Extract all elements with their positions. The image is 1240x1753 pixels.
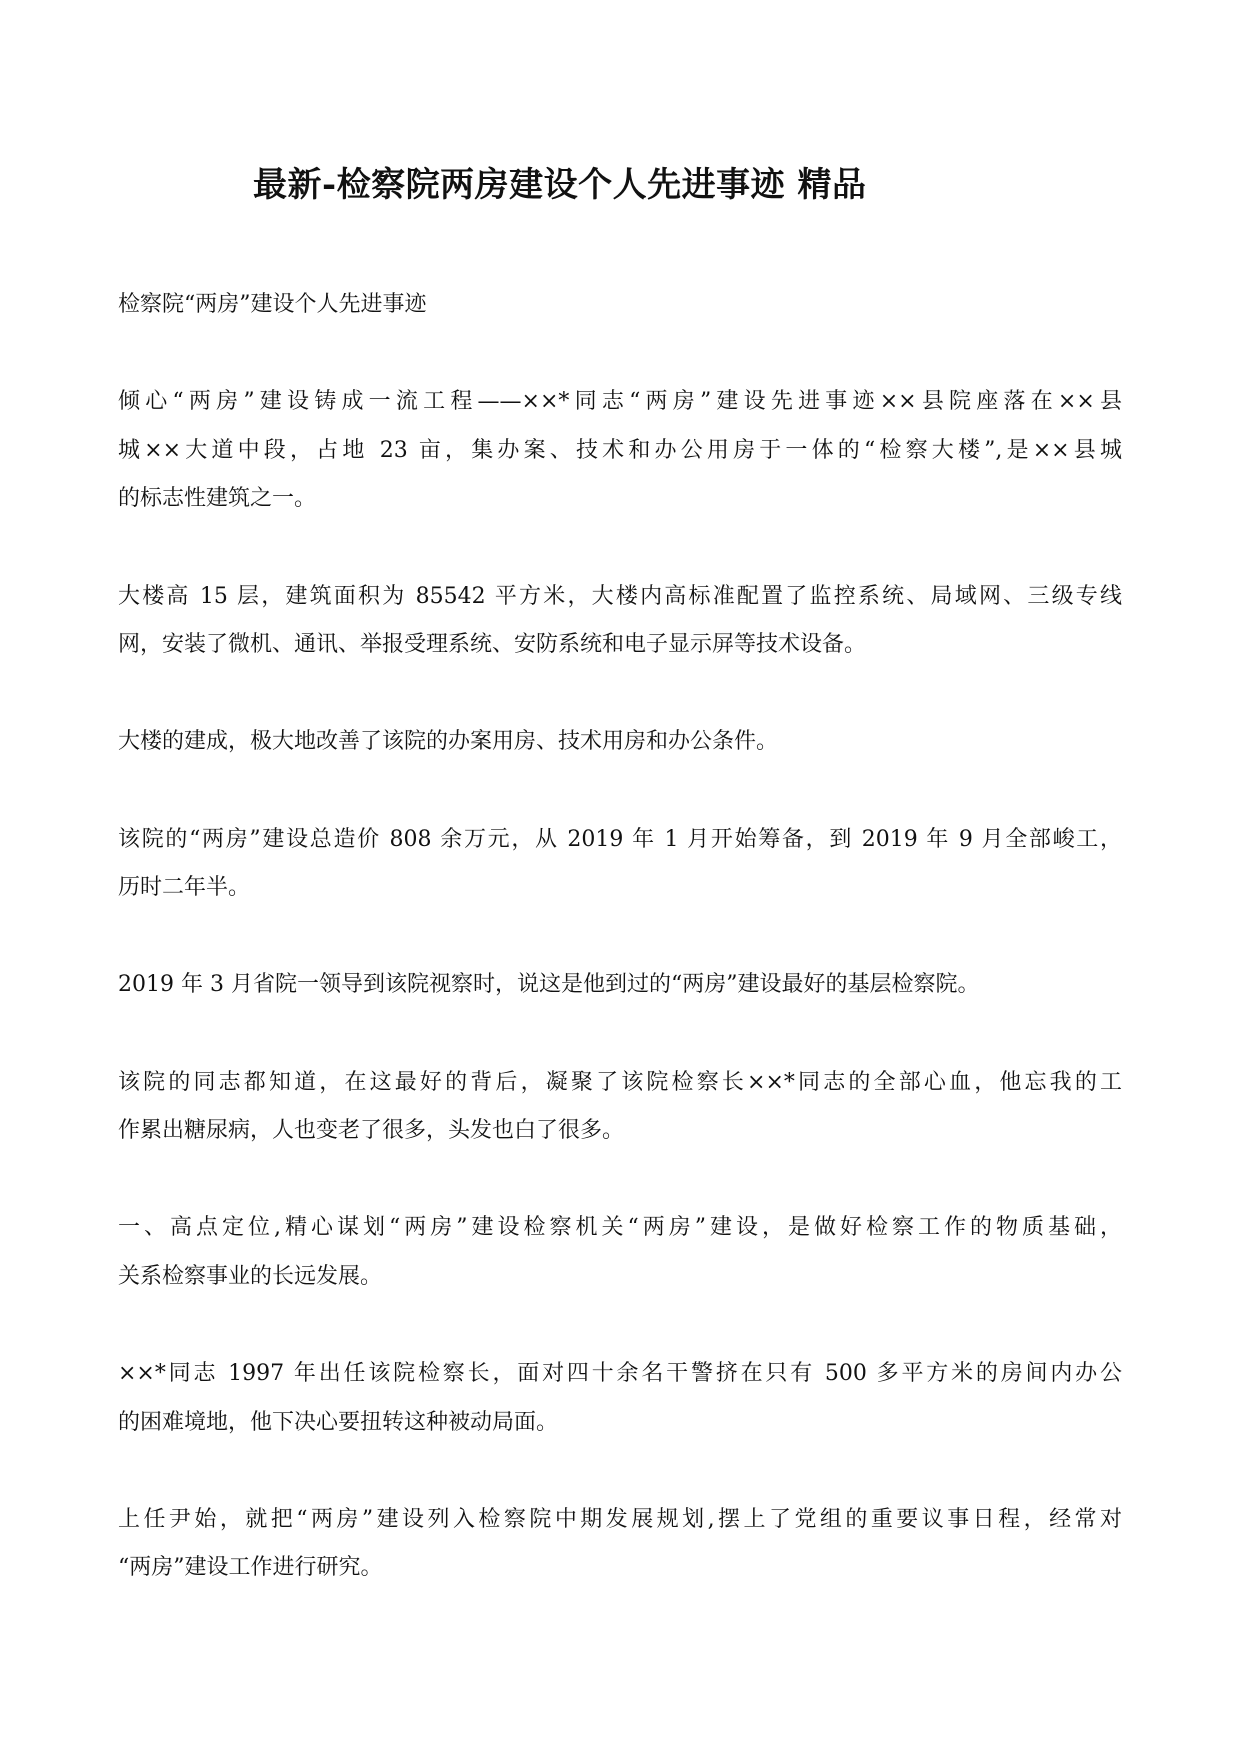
paragraph-line: 该院的“两房”建设总造价 808 余万元，从 2019 年 1 月开始筹备，到 2019 年 9 月全部峻工， [118, 826, 1122, 852]
paragraph [118, 718, 1122, 767]
paragraph-line: 检察院“两房”建设个人先进事迹 [118, 292, 427, 317]
paragraph [118, 961, 1122, 1010]
paragraph [118, 816, 1122, 913]
paragraph-line: 关系检察事业的长远发展。 [118, 1263, 383, 1289]
paragraph-line: 网，安装了微机、通讯、举报受理系统、安防系统和电子显示屏等技术设备。 [118, 632, 867, 658]
paragraph-line: 作累出糖尿病，人也变老了很多，头发也白了很多。 [118, 1118, 625, 1144]
paragraph [118, 1496, 1122, 1593]
paragraph [118, 1350, 1122, 1447]
paragraph [118, 378, 1122, 524]
paragraph-line: ××*同志 1997 年出任该院检察长，面对四十余名干警挤在只有 500 多平方米的房间内办公 [118, 1361, 1122, 1387]
paragraph-line: 的标志性建筑之一。 [118, 486, 317, 512]
paragraph-line: 城××大道中段，占地 23 亩，集办案、技术和办公用房于一体的“检察大楼”,是××县城 [118, 437, 1122, 463]
paragraph [118, 1059, 1122, 1156]
paragraph-line: 的困难境地，他下决心要扭转这种被动局面。 [118, 1409, 559, 1435]
paragraph-line: 历时二年半。 [118, 875, 251, 901]
paragraph-line: “两房”建设工作进行研究。 [118, 1555, 383, 1581]
paragraph-line: 倾心“两房”建设铸成一流工程——××*同志“两房”建设先进事迹××县院座落在××县 [118, 389, 1122, 415]
paragraph-subtitle [118, 281, 1122, 330]
document-body [118, 281, 1122, 1642]
paragraph-line: 大楼高 15 层，建筑面积为 85542 平方米，大楼内高标准配置了监控系统、局域网、三级专线 [118, 583, 1122, 609]
paragraph-line: 该院的同志都知道，在这最好的背后，凝聚了该院检察长××*同志的全部心血，他忘我的工 [118, 1069, 1122, 1095]
paragraph-line: 大楼的建成，极大地改善了该院的办案用房、技术用房和办公条件。 [118, 729, 779, 755]
paragraph-line: 上任尹始，就把“两房”建设列入检察院中期发展规划,摆上了党组的重要议事日程，经常对 [118, 1506, 1122, 1532]
paragraph-line: 2019 年 3 月省院一领导到该院视察时，说这是他到过的“两房”建设最好的基层检察院。 [118, 972, 980, 998]
document-title: 最新-检察院两房建设个人先进事迹 精品 [253, 165, 867, 205]
paragraph-line: 一、高点定位,精心谋划“两房”建设检察机关“两房”建设，是做好检察工作的物质基础， [118, 1215, 1122, 1241]
paragraph [118, 1204, 1122, 1301]
paragraph [118, 573, 1122, 670]
